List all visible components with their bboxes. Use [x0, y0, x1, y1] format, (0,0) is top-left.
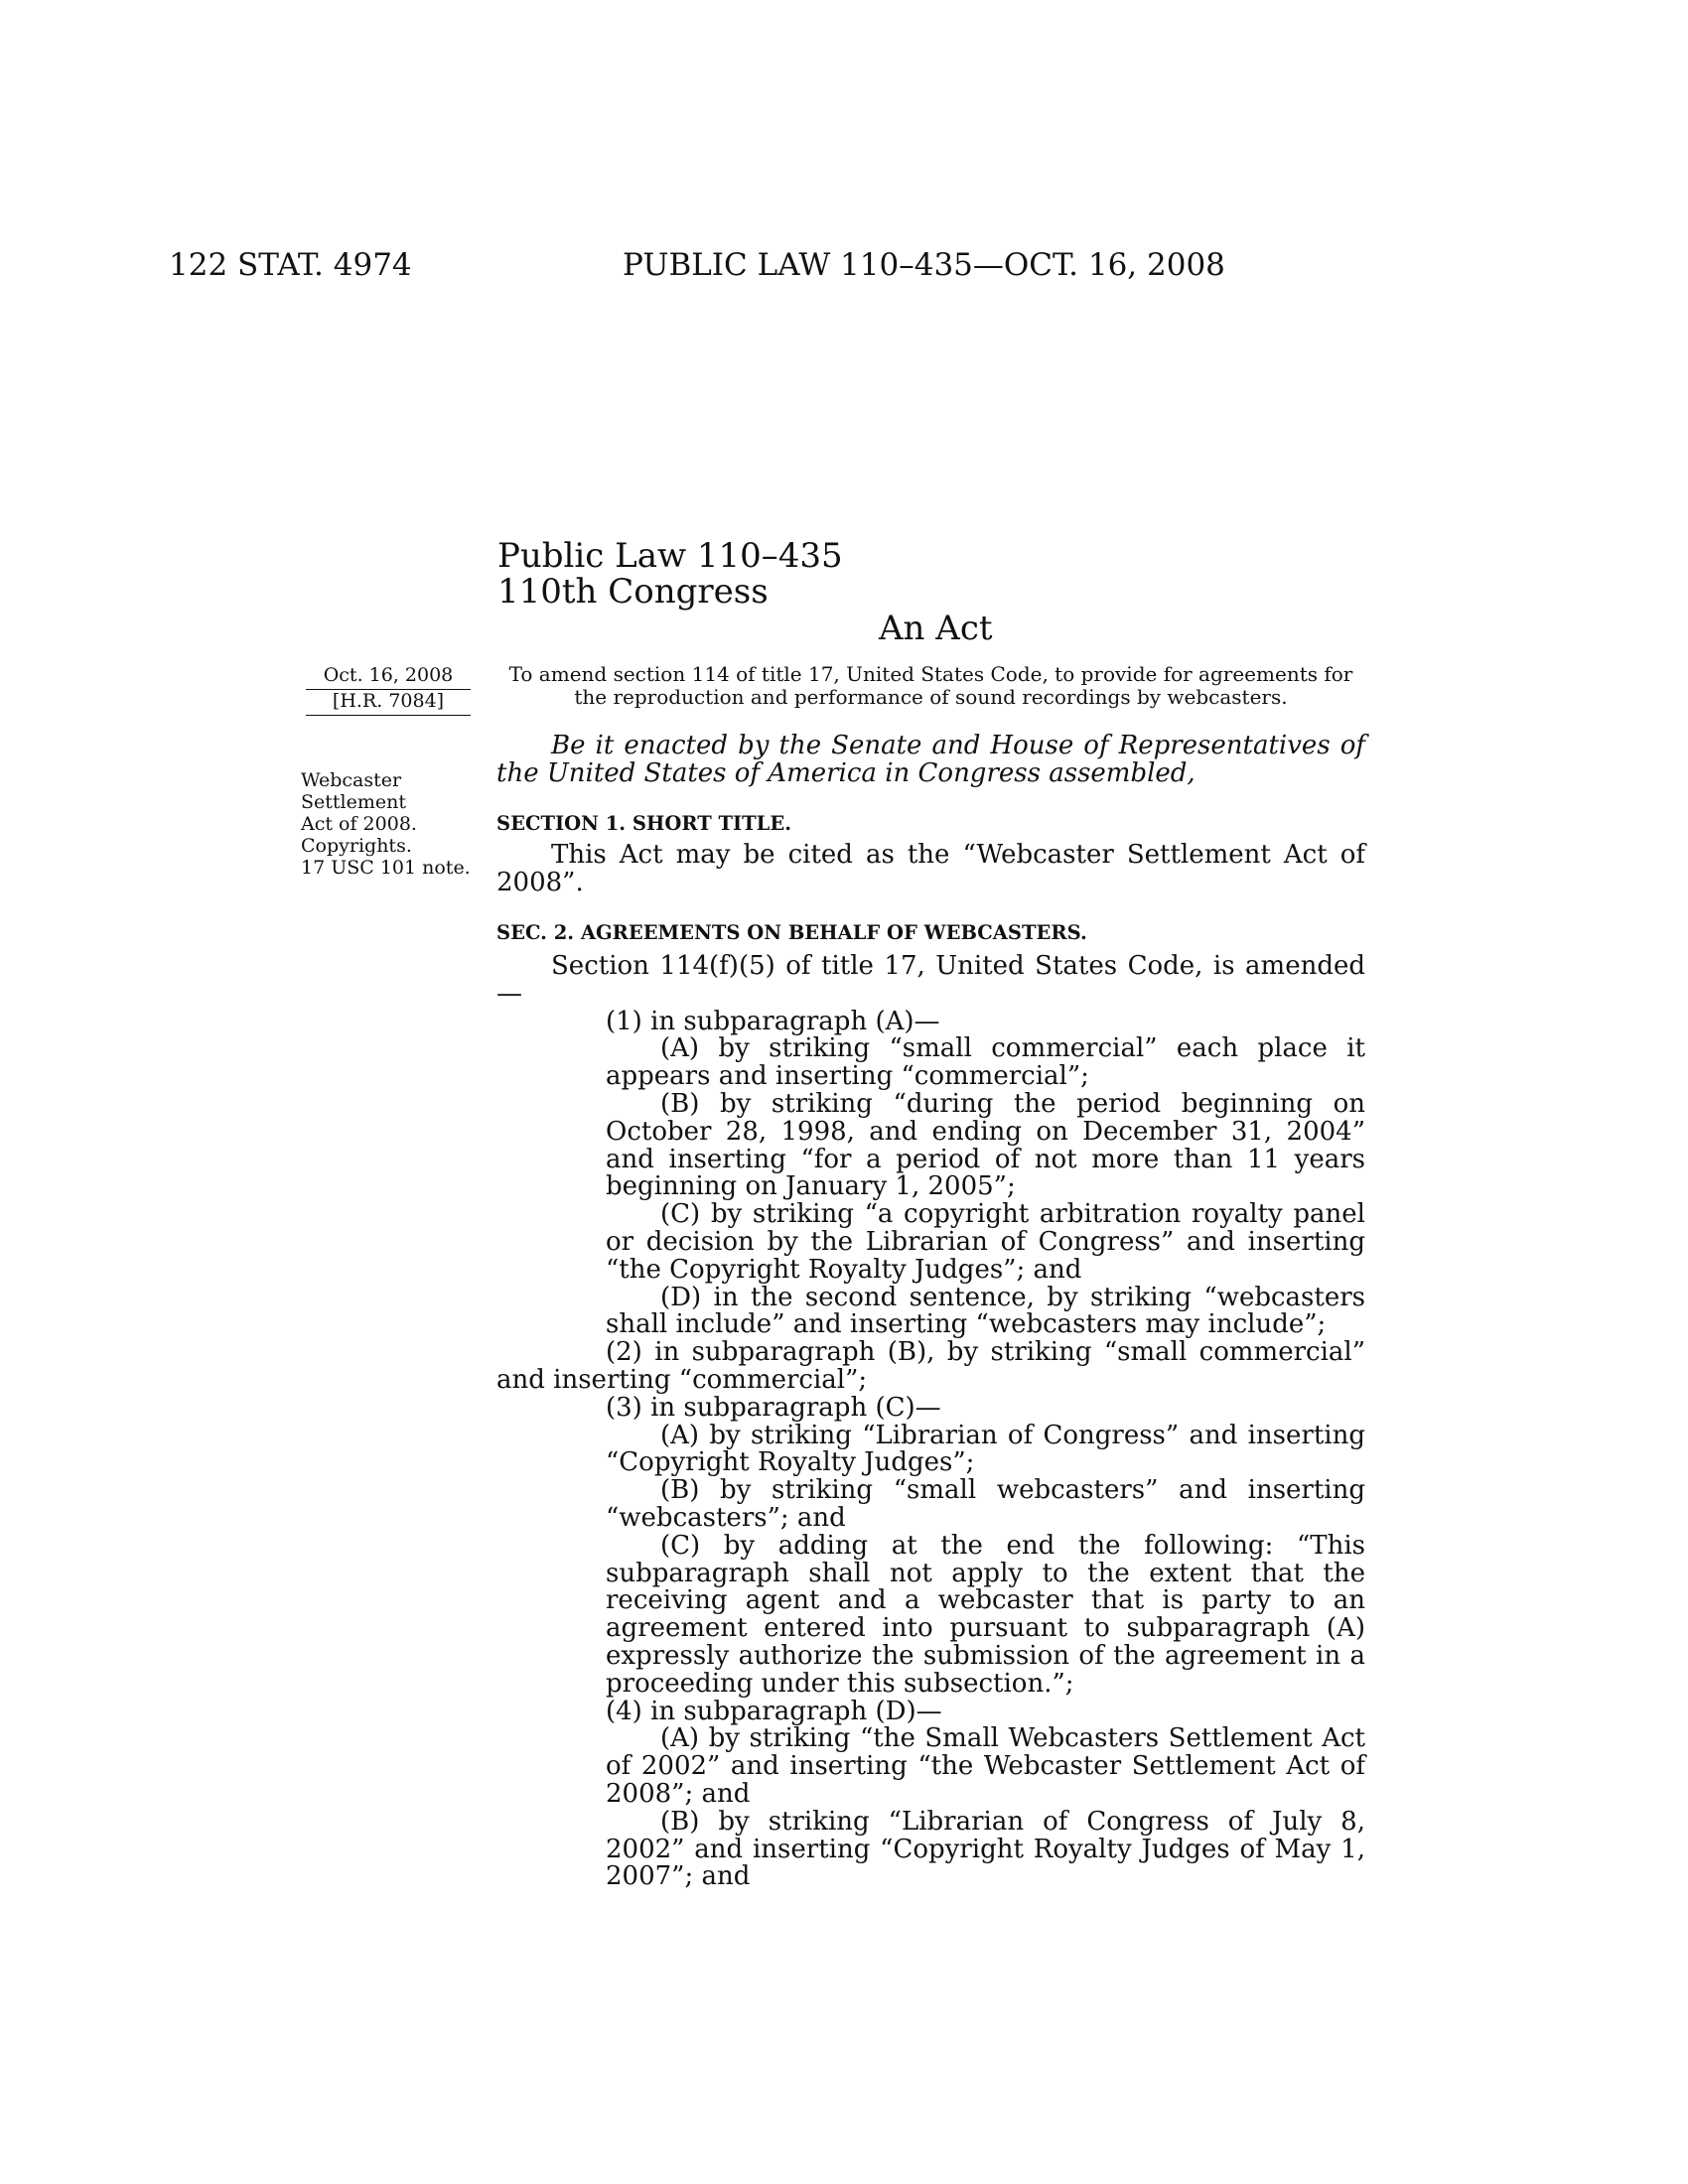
section-2-body — [496, 953, 1365, 1891]
enacting-clause — [496, 733, 1365, 788]
act-purpose: To amend section 114 of title 17, United States Code, to provide for agreements for the reproduction and performance of sound recordings by webcasters. — [508, 662, 1353, 709]
amendment-subitem: (C) by adding at the end the following: “This subparagraph shall not apply to the extent that the receiving agent and a webcaster that is party to an agreement entered into pursuant to subparagraph (A) expressly authorize the submission of the agreement in a proceeding under this subsection.”; — [606, 1530, 1365, 1699]
an-act-heading: An Act — [879, 609, 993, 648]
amendment-subitem: (B) by striking “small webcasters” and inserting “webcasters”; and — [606, 1475, 1365, 1533]
section-2-lead: Section 114(f)(5) of title 17, United States Code, is amended— — [496, 951, 1365, 1009]
amendment-item: (2) in subparagraph (B), by striking “small commercial” and inserting “commercial”; — [496, 1337, 1365, 1395]
amendment-subitem: (A) by striking “small commercial” each place it appears and inserting “commercial”; — [606, 1033, 1365, 1092]
margin-note: Webcaster — [301, 769, 402, 791]
margin-note: Settlement — [301, 791, 406, 813]
section-1-text: This Act may be cited as the “Webcaster Settlement Act of 2008”. — [496, 840, 1365, 897]
margin-bill-number: [H.R. 7084] — [306, 690, 471, 716]
amendment-item: (3) in subparagraph (C)— — [606, 1392, 941, 1423]
margin-note: Copyrights. — [301, 835, 412, 857]
amendment-subitem: (A) by striking “the Small Webcasters Settlement Act of 2002” and inserting “the Webcaster Settlement Act of 2008”; and — [606, 1723, 1365, 1809]
margin-note: Act of 2008. — [301, 813, 417, 835]
margin-note: 17 USC 101 note. — [301, 857, 471, 879]
amendment-subitem: (D) in the second sentence, by striking “webcasters shall include” and inserting “webcasters may include”; — [606, 1282, 1365, 1340]
section-1-heading: SECTION 1. SHORT TITLE. — [496, 812, 792, 835]
section-1-body — [496, 842, 1365, 897]
margin-notes — [301, 769, 490, 879]
amendment-subitem: (B) by striking “Librarian of Congress of July 8, 2002” and inserting “Copyright Royalty Judges of May 1, 2007”; and — [606, 1806, 1365, 1892]
amendment-subitem: (B) by striking “during the period beginning on October 28, 1998, and ending on December 31, 2004” and inserting “for a period of not more than 11 years beginning on January 1, 2005”; — [606, 1088, 1365, 1202]
public-law-number: Public Law 110–435 — [497, 536, 843, 576]
amendment-item: (4) in subparagraph (D)— — [606, 1696, 942, 1726]
enacting-clause-text: Be it enacted by the Senate and House of Representatives of the United States of America in Congress assembled, — [496, 731, 1365, 788]
margin-date: Oct. 16, 2008 — [306, 664, 471, 690]
running-head: PUBLIC LAW 110–435—OCT. 16, 2008 — [623, 247, 1225, 283]
stat-page-number: 122 STAT. 4974 — [169, 247, 412, 283]
amendment-item: (1) in subparagraph (A)— — [606, 1006, 940, 1036]
amendment-subitem: (A) by striking “Librarian of Congress” and inserting “Copyright Royalty Judges”; — [606, 1420, 1365, 1478]
congress-number: 110th Congress — [497, 572, 769, 612]
section-2-heading: SEC. 2. AGREEMENTS ON BEHALF OF WEBCASTERS. — [496, 921, 1087, 944]
amendment-subitem: (C) by striking “a copyright arbitration royalty panel or decision by the Librarian of Congress” and inserting “the Copyright Royalty Judges”; and — [606, 1199, 1365, 1285]
